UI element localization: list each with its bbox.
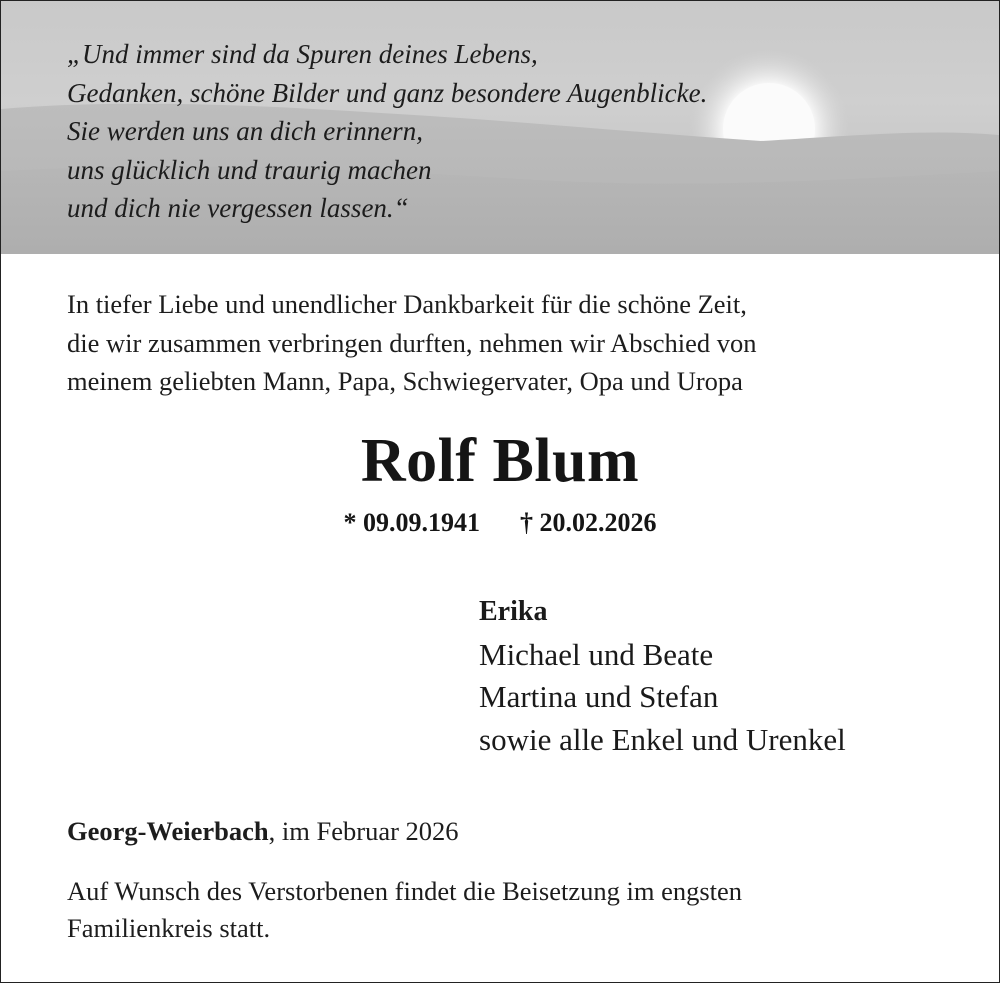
- quote-line: Gedanken, schöne Bilder und ganz besondere Augenblicke.: [67, 77, 708, 108]
- death-date: † 20.02.2026: [520, 508, 657, 537]
- place-town: Georg-Weierbach: [67, 816, 269, 846]
- mourner-line: sowie alle Enkel und Urenkel: [479, 721, 846, 757]
- memorial-quote: [67, 35, 707, 228]
- quote-line: uns glücklich und traurig machen: [67, 154, 432, 185]
- mourners-list: [479, 591, 846, 761]
- notice-line: Auf Wunsch des Verstorbenen findet die Beisetzung im engsten: [67, 876, 743, 906]
- intro-line: In tiefer Liebe und unendlicher Dankbarkeit für die schöne Zeit,: [67, 289, 747, 319]
- quote-line: Sie werden uns an dich erinnern,: [67, 116, 423, 146]
- mourner-spouse: Erika: [479, 596, 548, 627]
- funeral-notice: [67, 873, 742, 946]
- life-dates: [1, 506, 999, 540]
- place-date: , im Februar 2026: [268, 816, 459, 846]
- intro-text: [67, 285, 757, 401]
- birth-date: * 09.09.1941: [343, 508, 480, 537]
- intro-line: meinem geliebten Mann, Papa, Schwiegervater, Opa und Uropa: [67, 366, 743, 396]
- sunset-banner: [1, 1, 999, 254]
- place-and-date: [67, 813, 459, 849]
- intro-line: die wir zusammen verbringen durften, nehmen wir Abschied von: [67, 327, 757, 358]
- quote-line: „Und immer sind da Spuren deines Lebens,: [67, 39, 538, 69]
- deceased-name: Rolf Blum: [360, 427, 640, 495]
- mourner-line: Michael und Beate: [479, 636, 714, 672]
- notice-line: Familienkreis statt.: [67, 912, 271, 943]
- mourner-line: Martina und Stefan: [479, 679, 719, 714]
- quote-line: und dich nie vergessen lassen.“: [67, 193, 409, 223]
